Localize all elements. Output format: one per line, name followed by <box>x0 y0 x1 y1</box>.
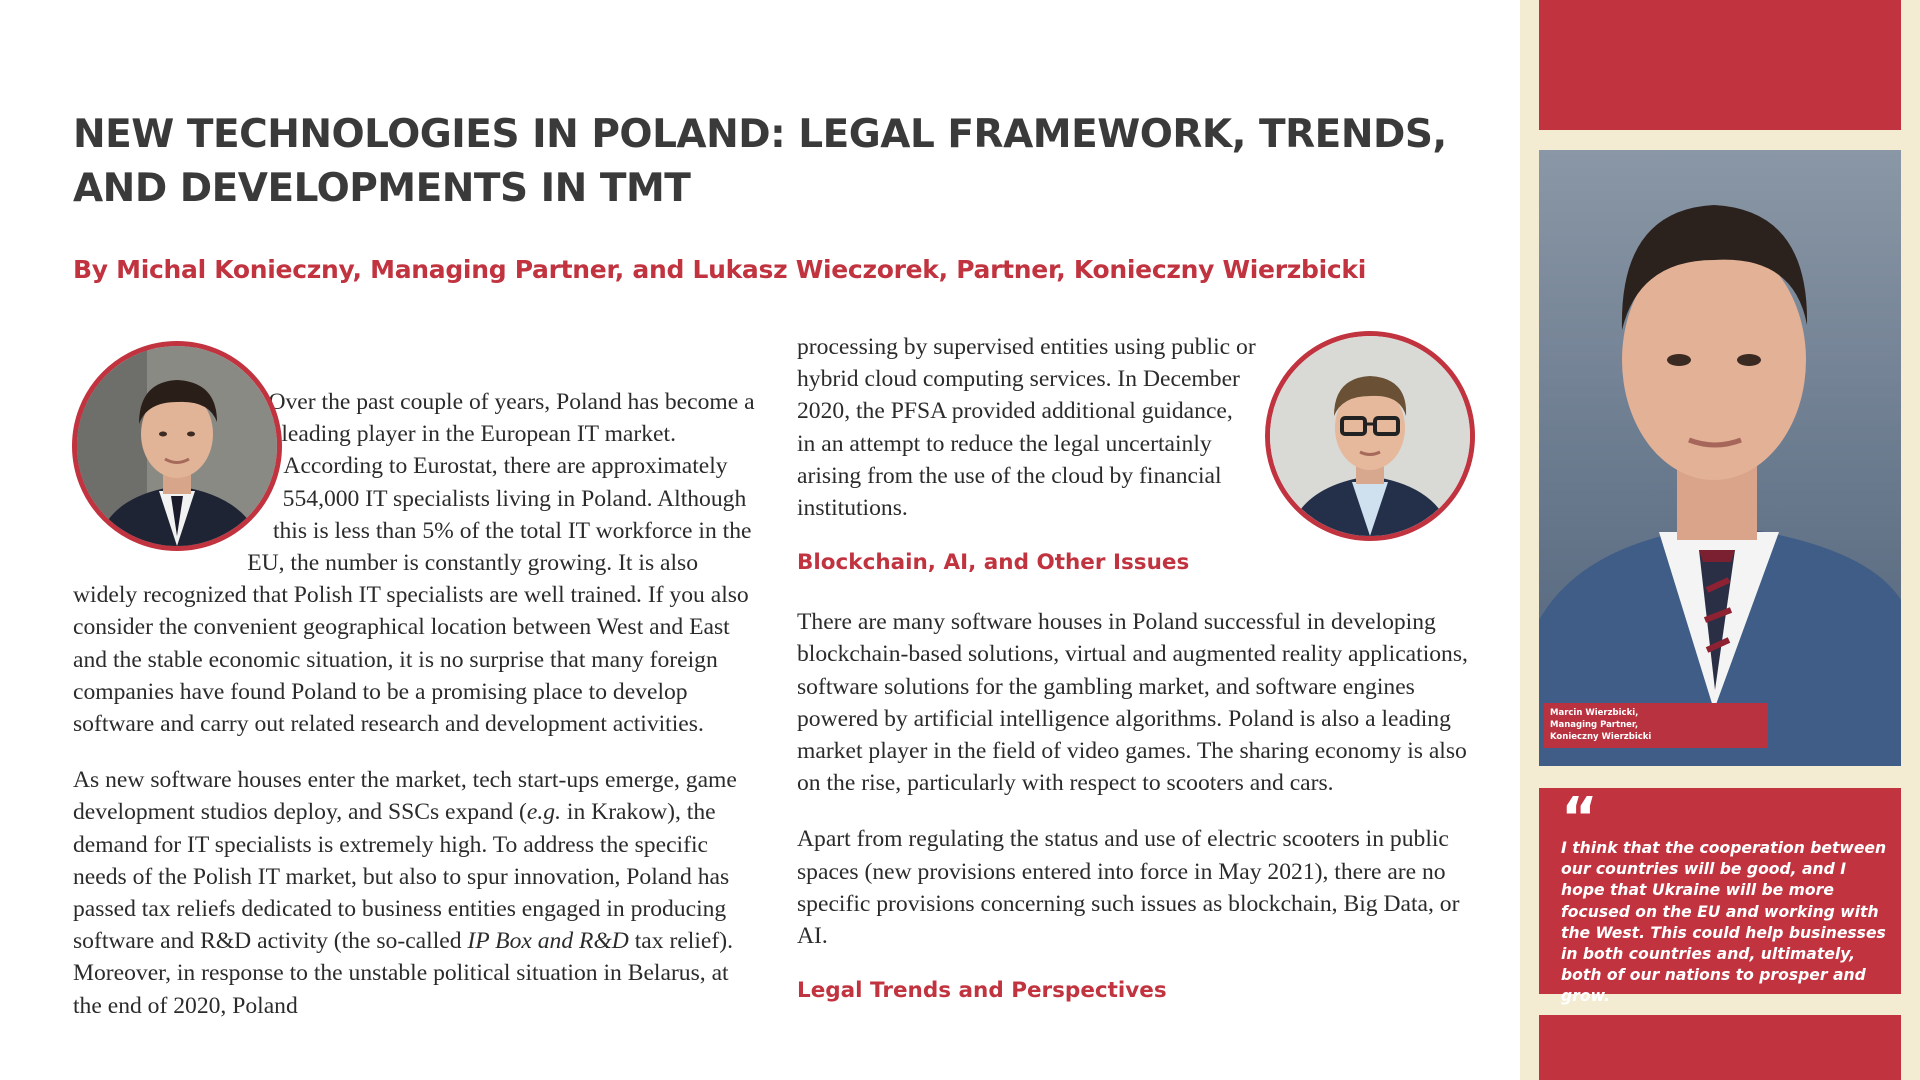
sidebar <box>1520 0 1920 1080</box>
paragraph-text: tax relief). Moreover, in response to the unstable political situation in Belarus, at the end of 2020, Poland <box>73 928 733 1019</box>
man-portrait-icon <box>1539 150 1901 766</box>
paragraph-ip-box: IP Box and R&D <box>467 928 629 955</box>
article-byline: By Michal Konieczny, Managing Partner, and Lukasz Wieczorek, Partner, Konieczny Wierzbicki <box>73 255 1366 284</box>
right-column <box>797 331 1475 1034</box>
man-with-glasses-portrait-icon <box>1270 336 1470 536</box>
paragraph-text: in Krakow), the demand for IT specialists is extremely high. To address the specific needs of the Polish IT market, but also to spur innovation, Poland has passed tax reliefs dedicated to business entities engaged in producing software and R&D activity (the so-called <box>73 799 730 955</box>
paragraph-text: As new software houses enter the market, tech start-ups emerge, game development studios deploy, and SSCs expand ( <box>73 767 737 826</box>
article-title-line-2: AND DEVELOPMENTS IN TMT <box>73 166 691 211</box>
paragraph-eg: e.g. <box>526 799 561 826</box>
article-title-line-1: NEW TECHNOLOGIES IN POLAND: LEGAL FRAMEWORK, TRENDS, <box>73 112 1447 157</box>
article-title <box>73 108 1453 216</box>
section-heading-blockchain: Blockchain, AI, and Other Issues <box>797 550 1190 576</box>
left-column <box>73 386 755 1046</box>
avatar <box>72 341 282 551</box>
caption-firm: Konieczny Wierzbicki <box>1550 732 1652 742</box>
paragraph-tax-relief <box>73 764 755 1022</box>
avatar <box>1265 331 1475 541</box>
author-portrait-wieczorek <box>1265 331 1475 541</box>
caption-role: Managing Partner, <box>1550 720 1639 730</box>
quote-mark-icon: “ <box>1561 786 1598 851</box>
sidebar-photo <box>1539 150 1901 766</box>
caption-name: Marcin Wierzbicki, <box>1550 708 1639 718</box>
author-portrait-konieczny <box>72 341 282 551</box>
sidebar-bottom-band <box>1539 1015 1901 1080</box>
section-heading-legal-trends: Legal Trends and Perspectives <box>797 978 1167 1004</box>
sidebar-top-band <box>1539 0 1901 130</box>
paragraph-scooters: Apart from regulating the status and use of electric scooters in public spaces (new provisions entered into force in May 2021), there are no specific provisions concerning such issues as blockchain, Big Data, or AI. <box>797 826 1460 950</box>
photo-caption <box>1544 703 1768 748</box>
paragraph-software-houses: There are many software houses in Poland successful in developing blockchain-based solutions, virtual and augmented reality applications, software solutions for the gambling market, and software engines powered by artificial intelligence algorithms. Poland is also a leading market player in the field of video games. The sharing economy is also on the rise, particularly with respect to scooters and cars. <box>797 609 1468 797</box>
pull-quote <box>1539 786 1901 1006</box>
quote-text: I think that the cooperation between our countries will be good, and I hope that Ukraine will be more focused on the EU and working with the West. This could help businesses in both countries and, ultimately, both of our nations to prosper and grow. <box>1561 839 1887 1006</box>
paragraph-intro: Over the past couple of years, Poland has become a leading player in the European IT market. According to Eurostat, there are approximately 554,000 IT specialists living in Poland. Although this is less than 5% of the total IT workforce in the EU, the number is constantly growing. It is also widely recognized that Polish IT specialists are well trained. If you also consider the convenient geographical location between West and East and the stable economic situation, it is no surprise that many foreign companies have found Poland to be a promising place to develop software and carry out related research and development activities. <box>73 389 755 738</box>
paragraph-cloud: processing by supervised entities using public or hybrid cloud computing services. In December 2020, the PFSA provided additional guidance, in an attempt to reduce the legal uncertainly arising from the use of the cloud by financial institutions. <box>797 334 1256 522</box>
man-portrait-icon <box>77 346 277 546</box>
